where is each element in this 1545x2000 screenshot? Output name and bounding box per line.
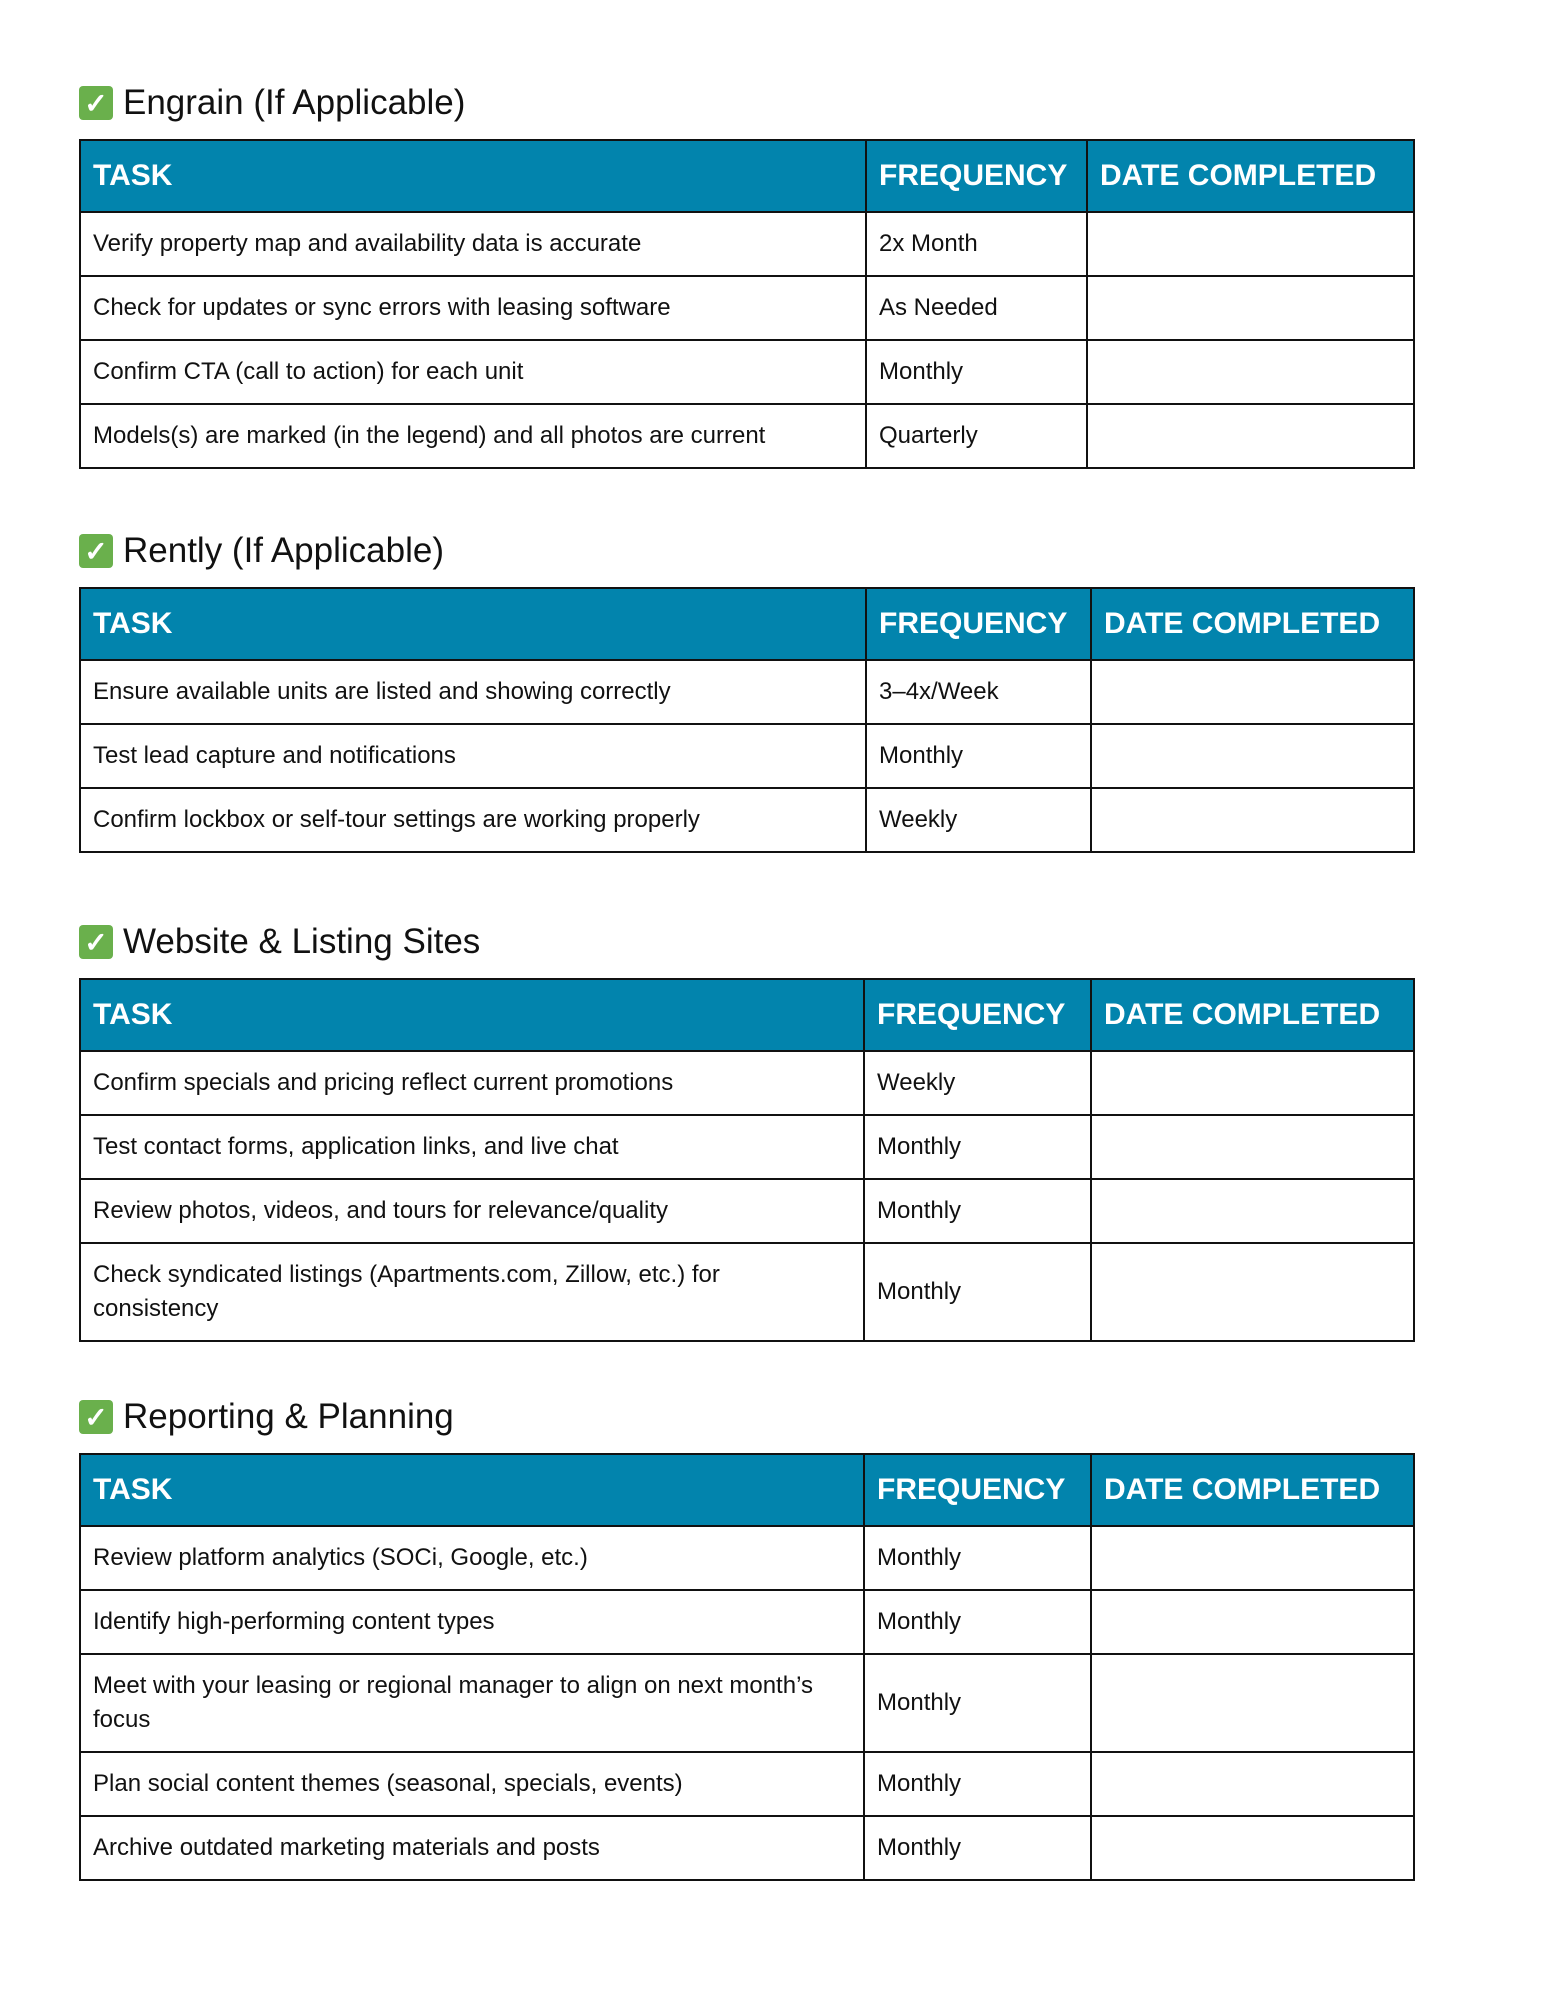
date-completed-cell[interactable]: [1091, 1115, 1414, 1179]
task-cell: Identify high-performing content types: [80, 1590, 864, 1654]
header-date-completed: DATE COMPLETED: [1091, 588, 1414, 660]
task-cell: Verify property map and availability data is accurate: [80, 212, 866, 276]
task-cell: Review photos, videos, and tours for relevance/quality: [80, 1179, 864, 1243]
header-date-completed: DATE COMPLETED: [1087, 140, 1414, 212]
table-row: [80, 1654, 1414, 1752]
task-cell: Confirm specials and pricing reflect current promotions: [80, 1051, 864, 1115]
date-completed-cell[interactable]: [1091, 788, 1414, 852]
task-table: [79, 1453, 1415, 1881]
header-frequency: FREQUENCY: [866, 140, 1087, 212]
frequency-cell: Monthly: [864, 1179, 1091, 1243]
task-cell: Meet with your leasing or regional manager to align on next month’s focus: [80, 1654, 864, 1752]
task-cell: Test contact forms, application links, and live chat: [80, 1115, 864, 1179]
task-cell: Archive outdated marketing materials and posts: [80, 1816, 864, 1880]
header-task: TASK: [80, 588, 866, 660]
table-row: [80, 212, 1414, 276]
table-row: [80, 1243, 1414, 1341]
table-row: [80, 660, 1414, 724]
date-completed-cell[interactable]: [1091, 1654, 1414, 1752]
table-row: [80, 1752, 1414, 1816]
checkmark-icon: ✓: [79, 925, 113, 959]
date-completed-cell[interactable]: [1091, 1051, 1414, 1115]
table-row: [80, 788, 1414, 852]
section-title: Reporting & Planning: [123, 1397, 454, 1436]
checklist-section: [79, 1395, 1415, 1881]
frequency-cell: Monthly: [864, 1752, 1091, 1816]
checkmark-icon: ✓: [79, 86, 113, 120]
task-cell: Confirm lockbox or self-tour settings are working properly: [80, 788, 866, 852]
date-completed-cell[interactable]: [1091, 1526, 1414, 1590]
date-completed-cell[interactable]: [1091, 1590, 1414, 1654]
table-header-row: [80, 140, 1414, 212]
header-task: TASK: [80, 979, 864, 1051]
date-completed-cell[interactable]: [1087, 212, 1414, 276]
header-frequency: FREQUENCY: [864, 1454, 1091, 1526]
date-completed-cell[interactable]: [1091, 660, 1414, 724]
date-completed-cell[interactable]: [1091, 1816, 1414, 1880]
checklist-section: [79, 81, 1415, 469]
frequency-cell: Monthly: [864, 1243, 1091, 1341]
task-cell: Ensure available units are listed and showing correctly: [80, 660, 866, 724]
task-cell: Plan social content themes (seasonal, specials, events): [80, 1752, 864, 1816]
task-cell: Test lead capture and notifications: [80, 724, 866, 788]
section-title: Rently (If Applicable): [123, 531, 444, 570]
table-row: [80, 1526, 1414, 1590]
frequency-cell: 3–4x/Week: [866, 660, 1091, 724]
task-cell: Review platform analytics (SOCi, Google, etc.): [80, 1526, 864, 1590]
header-task: TASK: [80, 1454, 864, 1526]
table-row: [80, 276, 1414, 340]
table-header-row: [80, 979, 1414, 1051]
task-cell: Models(s) are marked (in the legend) and all photos are current: [80, 404, 866, 468]
date-completed-cell[interactable]: [1087, 404, 1414, 468]
date-completed-cell[interactable]: [1087, 340, 1414, 404]
task-table: [79, 587, 1415, 853]
table-row: [80, 724, 1414, 788]
frequency-cell: Monthly: [864, 1590, 1091, 1654]
checklist-section: [79, 920, 1415, 1342]
table-row: [80, 340, 1414, 404]
checkmark-icon: ✓: [79, 1400, 113, 1434]
task-table: [79, 139, 1415, 469]
header-frequency: FREQUENCY: [864, 979, 1091, 1051]
task-cell: Check syndicated listings (Apartments.com, Zillow, etc.) for consistency: [80, 1243, 864, 1341]
task-table: [79, 978, 1415, 1342]
table-header-row: [80, 588, 1414, 660]
section-title: Website & Listing Sites: [123, 922, 481, 961]
frequency-cell: Weekly: [866, 788, 1091, 852]
date-completed-cell[interactable]: [1087, 276, 1414, 340]
frequency-cell: Monthly: [866, 340, 1087, 404]
frequency-cell: Weekly: [864, 1051, 1091, 1115]
date-completed-cell[interactable]: [1091, 724, 1414, 788]
checklist-section: [79, 529, 1415, 853]
frequency-cell: Quarterly: [866, 404, 1087, 468]
frequency-cell: 2x Month: [866, 212, 1087, 276]
checkmark-icon: ✓: [79, 534, 113, 568]
header-frequency: FREQUENCY: [866, 588, 1091, 660]
section-heading: [79, 529, 1415, 573]
frequency-cell: Monthly: [864, 1816, 1091, 1880]
header-task: TASK: [80, 140, 866, 212]
table-row: [80, 1179, 1414, 1243]
task-cell: Check for updates or sync errors with leasing software: [80, 276, 866, 340]
table-row: [80, 1816, 1414, 1880]
frequency-cell: As Needed: [866, 276, 1087, 340]
section-title: Engrain (If Applicable): [123, 83, 466, 122]
header-date-completed: DATE COMPLETED: [1091, 1454, 1414, 1526]
date-completed-cell[interactable]: [1091, 1752, 1414, 1816]
section-heading: [79, 81, 1415, 125]
header-date-completed: DATE COMPLETED: [1091, 979, 1414, 1051]
table-header-row: [80, 1454, 1414, 1526]
section-heading: [79, 920, 1415, 964]
section-heading: [79, 1395, 1415, 1439]
table-row: [80, 1051, 1414, 1115]
frequency-cell: Monthly: [864, 1115, 1091, 1179]
date-completed-cell[interactable]: [1091, 1243, 1414, 1341]
date-completed-cell[interactable]: [1091, 1179, 1414, 1243]
table-row: [80, 1115, 1414, 1179]
frequency-cell: Monthly: [864, 1654, 1091, 1752]
table-row: [80, 404, 1414, 468]
task-cell: Confirm CTA (call to action) for each unit: [80, 340, 866, 404]
frequency-cell: Monthly: [866, 724, 1091, 788]
table-row: [80, 1590, 1414, 1654]
frequency-cell: Monthly: [864, 1526, 1091, 1590]
